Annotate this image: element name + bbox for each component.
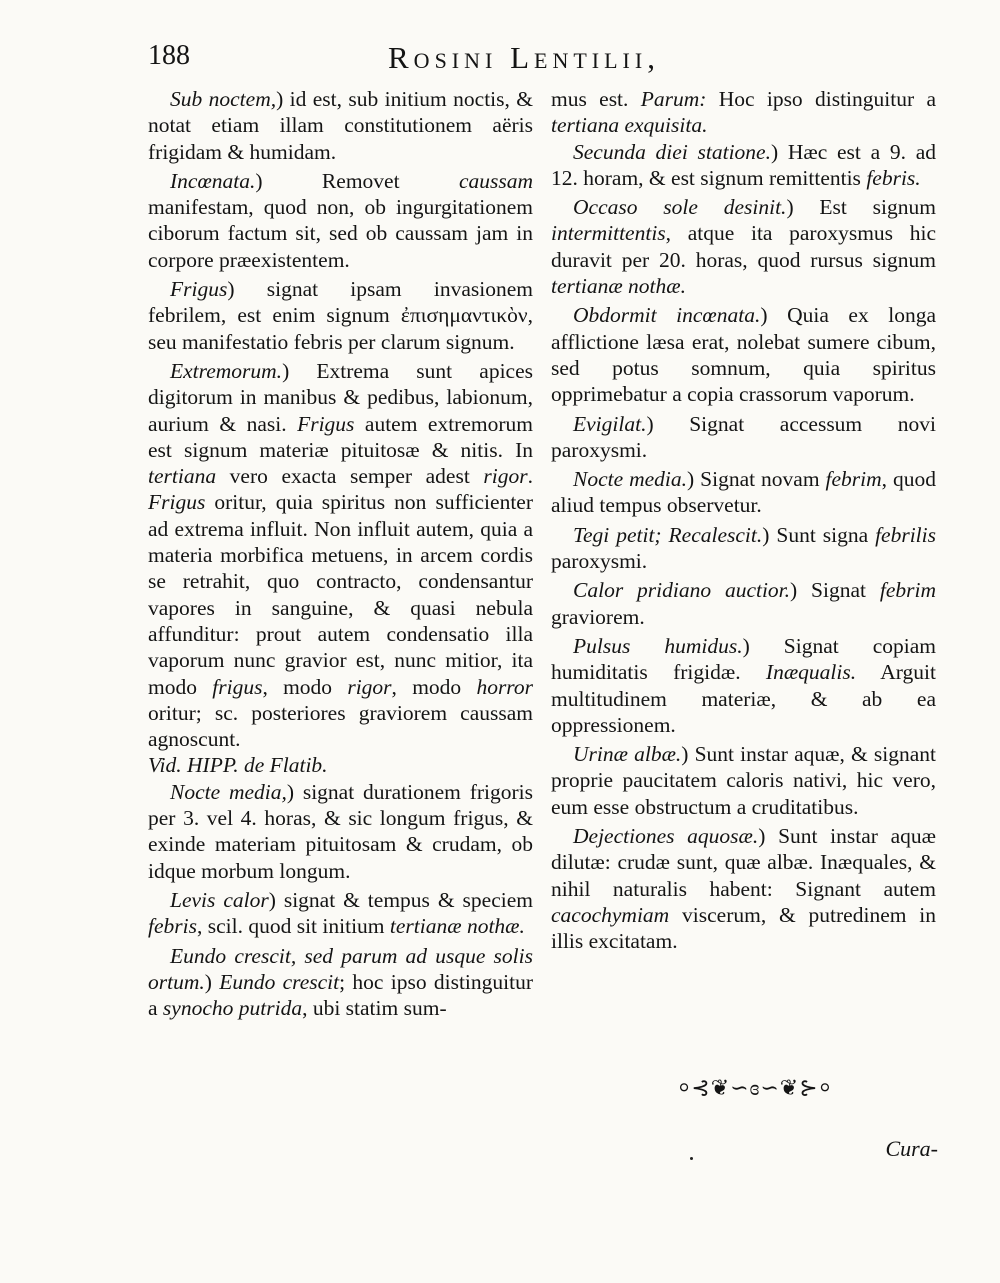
citation: Vid. HIPP. de Flatib.: [148, 753, 328, 778]
commentary-text: , ubi statim sum-: [302, 996, 447, 1021]
left-column: [148, 86, 533, 1021]
paragraph: [551, 194, 936, 299]
lemma: Sub noctem,: [170, 87, 277, 111]
lemma: Extremorum.: [170, 358, 283, 383]
commentary-text: ; hoc ipso distinguitur a: [148, 969, 533, 1021]
lemma: Levis calor: [170, 887, 269, 912]
page-number: 188: [148, 40, 190, 71]
commentary-text: paroxysmi.: [551, 549, 648, 574]
commentary-text: .: [527, 464, 533, 489]
emphasis: intermittentis: [551, 221, 666, 246]
emphasis: tertiana exquisita.: [551, 113, 708, 138]
commentary-text: vero exacta semper adest: [216, 464, 484, 489]
commentary-text: , scil. quod sit initium: [196, 914, 390, 939]
paragraph: [551, 411, 936, 464]
commentary-text: ) Quia ex longa afflictione læsa erat, nolebat sumere cibum, sed potus somnum, quia spiritus opprimebatur a copia crassorum vaporum.: [551, 303, 937, 407]
commentary-text: ) Signat: [790, 578, 880, 603]
paragraph: [551, 466, 936, 519]
commentary-text: Arguit multitudinem materiæ, & ab ea oppressionem.: [551, 660, 937, 737]
paragraph: [148, 86, 533, 165]
emphasis: Frigus: [148, 490, 206, 515]
commentary-text: ) Sunt signa: [762, 522, 876, 547]
commentary-text: ) signat & tempus & speciem: [268, 887, 533, 912]
paragraph: [551, 139, 936, 192]
emphasis: caussam: [458, 168, 533, 193]
commentary-text: ) Removet: [255, 168, 459, 193]
emphasis: tertianæ nothæ.: [389, 914, 525, 939]
emphasis: Frigus: [297, 411, 355, 436]
commentary-text: ) id est, sub initium noctis, & notat etiam illam constitutionem aëris frigidam & humidam.: [148, 87, 533, 164]
emphasis: febrim: [825, 467, 882, 492]
lemma: Pulsus humidus.: [573, 633, 743, 658]
commentary-text: Hoc ipso distinguitur a: [706, 87, 936, 111]
commentary-text: ) signat ipsam invasionem febrilem, est enim signum ἐπισημαντικὸν, seu manifestatio febris per clarum signum.: [148, 277, 533, 354]
emphasis: Eundo crescit: [219, 969, 340, 994]
emphasis: febrim: [879, 578, 936, 603]
commentary-text: ) Hæc est a 9. ad 12. horam, & est signum remittentis: [551, 139, 937, 190]
paragraph: [148, 358, 533, 752]
commentary-text: , modo: [262, 674, 348, 699]
commentary-text: mus est.: [551, 87, 641, 111]
right-column: [551, 86, 936, 955]
commentary-text: oritur, quia spiritus non sufficienter ad extrema influit. Non influit autem, quia a materia morbifica metuens, in arcem cordis se retrahit, quo contracto, condensantur vapores in sanguine, & quasi nebula affunditur: prout autem condensatio illa vaporum nunc gravior est, nunc mitior, ita modo: [148, 490, 533, 699]
lemma: Tegi petit; Recalescit.: [573, 522, 763, 547]
paragraph: [551, 577, 936, 630]
printers-ornament: ⸰⊰❦∽ɞ∽❦⊱⸰: [677, 1075, 833, 1100]
paragraph: [551, 522, 936, 575]
commentary-text: ) Sunt instar aquæ dilutæ: crudæ sunt, quæ albæ. Inæquales, & nihil naturalis habent: Signant autem: [551, 824, 936, 901]
commentary-text: , quod aliud tempus observetur.: [551, 467, 937, 518]
lemma: Occaso sole desinit.: [573, 195, 787, 220]
commentary-text: oritur; sc. posteriores graviorem caussam agnoscunt.: [148, 700, 533, 752]
lemma: Urinæ albæ.: [573, 742, 682, 767]
running-head: Rosini Lentilii,: [388, 40, 660, 75]
commentary-text: , modo: [391, 674, 477, 699]
paragraph: [551, 302, 936, 407]
lemma: Secunda diei statione.: [573, 139, 771, 164]
commentary-text: ) Est signum: [786, 195, 936, 220]
commentary-text: , atque ita paroxysmus hic duravit per 20. horas, quod rursus signum: [551, 221, 936, 272]
emphasis: Inæqualis.: [765, 660, 857, 685]
emphasis: febrilis: [875, 522, 936, 547]
emphasis: cacochymiam: [551, 902, 670, 927]
emphasis: tertianæ nothæ.: [551, 274, 686, 299]
lemma: Evigilat.: [573, 411, 647, 436]
lemma: Dejectiones aquosæ.: [573, 824, 759, 849]
lemma: Incœnata.: [170, 168, 256, 193]
emphasis: febris: [148, 914, 197, 939]
emphasis: febris.: [866, 165, 921, 190]
paragraph: [551, 823, 936, 954]
commentary-text: ) Signat copiam humiditatis frigidæ.: [551, 633, 936, 685]
reference: [148, 752, 533, 778]
paragraph: [551, 633, 936, 738]
commentary-text: graviorem.: [551, 604, 645, 629]
commentary-text: ) Extrema sunt apices digitorum in manibus & pedibus, labionum, aurium & nasi.: [148, 358, 533, 436]
paragraph-continued: [551, 86, 936, 139]
paragraph: [148, 276, 533, 355]
commentary-text: ) Sunt instar aquæ, & signant proprie paucitatem caloris nativi, hic vero, eum esse obstructum a cruditatibus.: [551, 742, 936, 819]
emphasis: horror: [476, 674, 533, 699]
paragraph: [148, 779, 533, 884]
lemma: Calor pridiano auctior.: [573, 578, 791, 603]
emphasis: synocho putrida: [162, 996, 303, 1021]
emphasis: frigus: [212, 674, 263, 699]
commentary-text: ) Signat accessum novi paroxysmi.: [551, 411, 936, 462]
emphasis: rigor: [483, 464, 528, 489]
lemma: Parum:: [640, 87, 707, 111]
paragraph: [148, 168, 533, 273]
commentary-text: ) signat durationem frigoris per 3. vel 4. horas, & sic longum frigus, & exinde materiam pituitosam & crudam, ob idque morbum longum.: [148, 779, 533, 883]
ink-speck: [690, 1157, 693, 1160]
paragraph: [148, 887, 533, 940]
commentary-text: autem extremorum est signum materiæ pituitosæ & nitis. In: [148, 411, 533, 462]
emphasis: tertiana: [148, 464, 217, 489]
lemma: Eundo crescit, sed parum ad usque solis ortum.: [148, 943, 533, 994]
lemma: Frigus: [170, 277, 228, 302]
commentary-text: ) Signat novam: [687, 467, 826, 492]
commentary-text: manifestam, quod non, ob ingurgitationem ciborum factum sit, sed ob caussam jam in corpore præexistentem.: [148, 195, 533, 272]
commentary-text: ): [204, 969, 220, 994]
catchword: Cura-: [885, 1136, 938, 1161]
commentary-text: viscerum, & putredinem in illis excitatam.: [551, 902, 936, 954]
page-header: [148, 40, 938, 88]
lemma: Nocte media,: [170, 779, 287, 804]
paragraph: [551, 741, 936, 820]
lemma: Nocte media.: [573, 467, 688, 492]
paragraph: [148, 943, 533, 1022]
emphasis: rigor: [347, 674, 392, 699]
lemma: Obdormit incœnata.: [573, 303, 761, 328]
